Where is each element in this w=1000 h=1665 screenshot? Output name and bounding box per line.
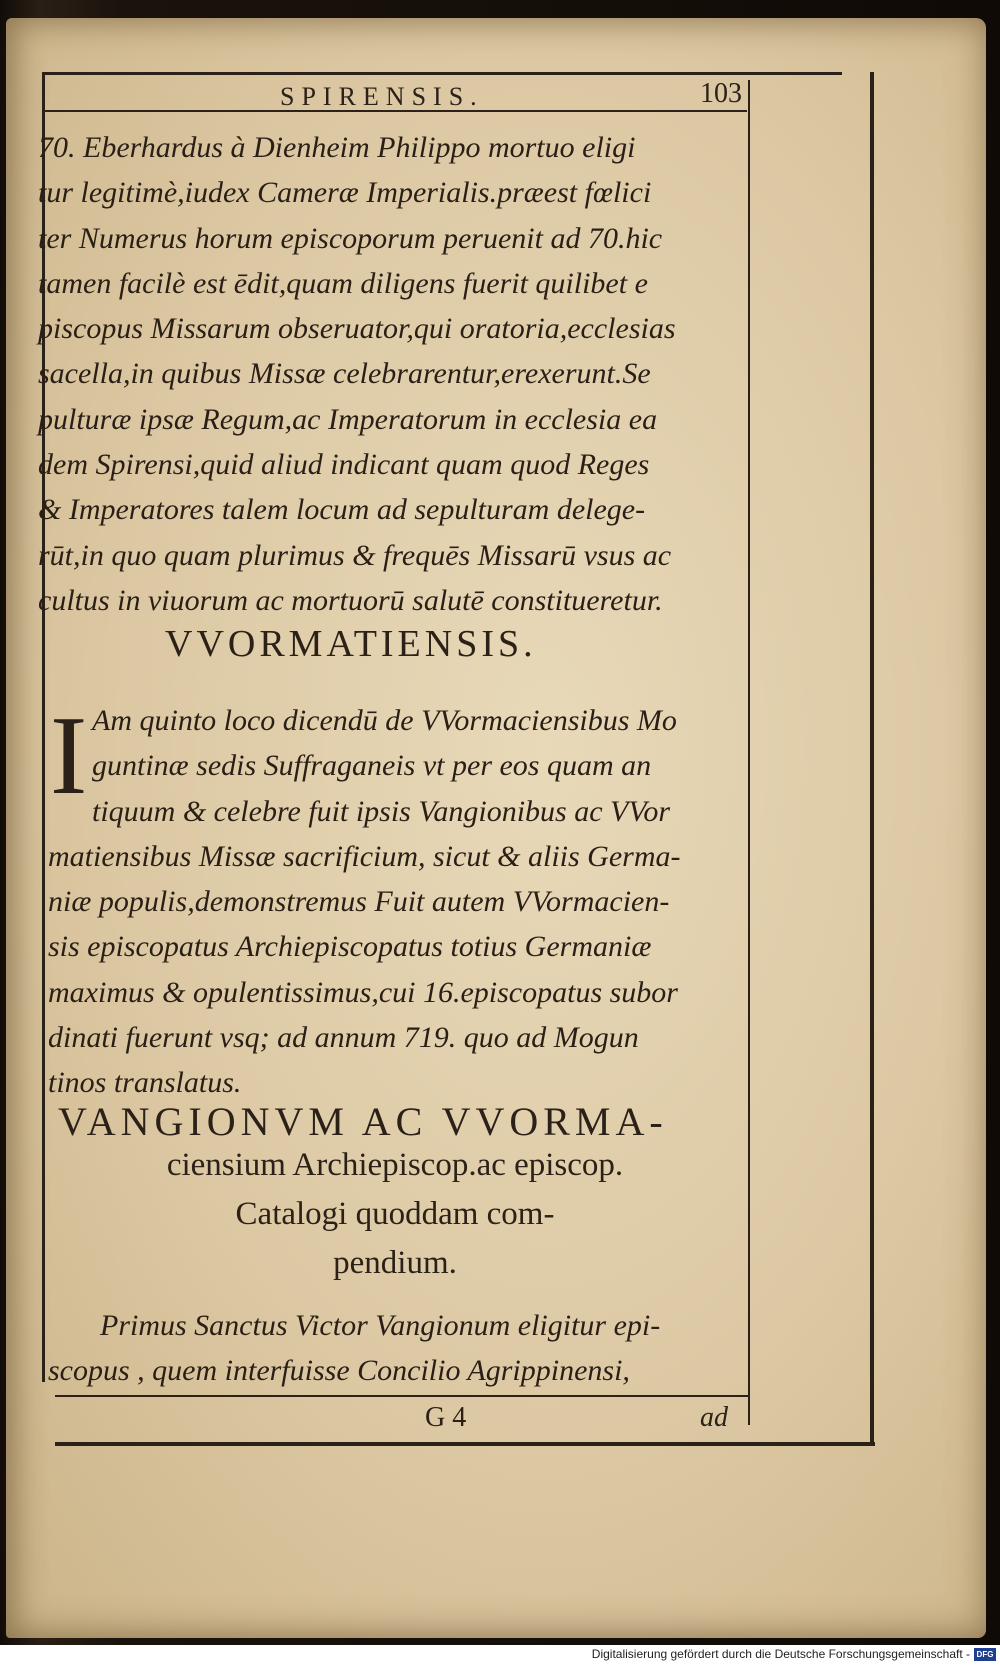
catalog-subtitle-2: Catalogi quoddam com- [235, 1196, 555, 1232]
text-line: matiensibus Missæ sacrificium, sicut & aliis Germa- [48, 839, 681, 873]
section-title: VVORMATIENSIS. [165, 623, 537, 665]
paragraph-1 [38, 125, 676, 623]
text-line: tamen facilè est ēdit,quam diligens fuerit quilibet e [38, 266, 648, 300]
drop-initial: I [50, 694, 88, 818]
text-line: ter Numerus horum episcoporum peruenit ad 70.hic [38, 221, 663, 255]
text-line: tinos translatus. [48, 1066, 242, 1100]
text-line: dem Spirensi,quid aliud indicant quam quod Reges [38, 448, 650, 482]
catalog-title: VANGIONVM AC VVORMA- [58, 1099, 668, 1144]
footer-credit: Digitalisierung gefördert durch die Deutsche Forschungsgemeinschaft - [591, 1647, 970, 1661]
text-line: tur legitimè,iudex Cameræ Imperialis.præest fœlici [38, 176, 652, 210]
header-rule-top [42, 72, 842, 75]
text-line: tiquum & celebre fuit ipsis Vangionibus ac VVor [92, 794, 671, 828]
text-line: niæ populis,demonstremus Fuit autem VVormacien- [48, 885, 670, 919]
text-line: 70. Eberhardus à Dienheim Philippo mortuo eligi [38, 131, 636, 164]
footer-rule [55, 1395, 750, 1397]
text-line: sis episcopatus Archiepiscopatus totius Germaniæ [48, 930, 652, 964]
text-line: piscopus Missarum obseruator,qui oratoria,ecclesias [38, 312, 676, 346]
catalog-subtitle-1: ciensium Archiepiscop.ac episcop. [166, 1147, 624, 1183]
bottom-rule [55, 1442, 875, 1446]
text-line: pulturæ ipsæ Regum,ac Imperatorum in ecclesia ea [38, 402, 658, 436]
catchword: ad [700, 1402, 728, 1433]
catalog-subtitle-3: pendium. [333, 1245, 457, 1281]
page-number: 103 [700, 78, 742, 109]
text-line: maximus & opulentissimus,cui 16.episcopatus subor [48, 975, 678, 1009]
dfg-logo: DFG [974, 1648, 996, 1661]
paragraph-3 [48, 1303, 660, 1394]
text-line: Primus Sanctus Victor Vangionum eligitur epi- [100, 1309, 661, 1342]
text-line: sacella,in quibus Missæ celebrarentur,erexerunt.Se [38, 357, 651, 391]
text-line: guntinæ sedis Suffraganeis vt per eos quam an [92, 749, 652, 783]
text-line: Am quinto loco dicendū de VVormaciensibus Mo [92, 704, 677, 737]
signature-mark: G 4 [425, 1402, 467, 1433]
text-line: rūt,in quo quam plurimus & frequēs Missarū vsus ac [38, 538, 672, 572]
frame-outer-right-rule [870, 72, 874, 1442]
text-line: dinati fuerunt vsq; ad annum 719. quo ad Mogun [48, 1021, 639, 1055]
footer-bar [0, 1645, 1000, 1665]
text-line: cultus in viuorum ac mortuorū salutē constitueretur. [38, 583, 663, 617]
text-line: & Imperatores talem locum ad sepulturam delege- [38, 493, 646, 527]
text-line: scopus , quem interfuisse Concilio Agrippinensi, [48, 1354, 630, 1388]
running-title: SPIRENSIS. [280, 82, 484, 111]
paragraph-2 [48, 694, 681, 1106]
